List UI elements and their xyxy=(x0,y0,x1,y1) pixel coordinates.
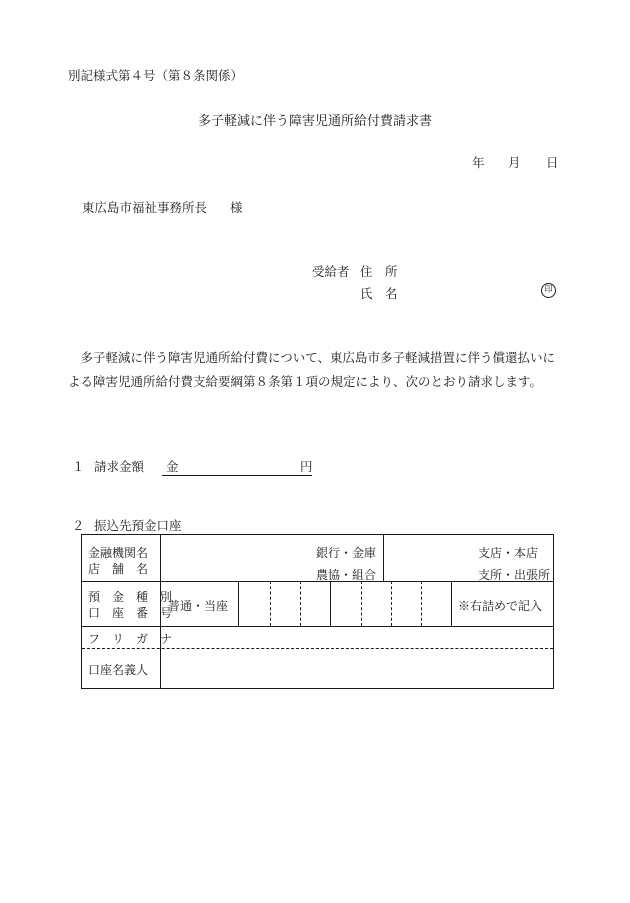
column-divider xyxy=(330,581,331,626)
bank-account-table xyxy=(81,534,554,689)
bank-type-1[interactable]: 銀行・金庫 xyxy=(316,546,377,560)
section2-label: 振込先預金口座 xyxy=(94,518,182,533)
date-month-label: 月 xyxy=(508,155,521,170)
form-label: 別記様式第４号（第８条関係） xyxy=(68,68,244,83)
request-body-text: 多子軽減に伴う障害児通所給付費について、東広島市多子軽減措置に伴う償還払いによる障害児通所給付費支給要綱第８条第１項の規定により、次のとおり請求します。 xyxy=(68,350,556,389)
section1-label: 請求金額 xyxy=(94,459,145,474)
institution-label-2: 店 舗 名 xyxy=(88,562,149,576)
account-label-2: 口 座 番 号 xyxy=(88,606,173,620)
recipient-honorific: 様 xyxy=(230,200,243,215)
column-divider xyxy=(451,581,452,626)
right-align-note: ※右詰めで記入 xyxy=(458,599,543,613)
amount-prefix: 金 xyxy=(166,459,179,474)
column-divider xyxy=(238,581,239,626)
digit-divider xyxy=(421,581,422,626)
amount-input-line[interactable] xyxy=(162,475,312,476)
digit-divider xyxy=(361,581,362,626)
furigana-label: フ リ ガ ナ xyxy=(88,632,173,646)
account-type-selector[interactable]: 普通・当座 xyxy=(168,599,229,613)
section2-number: ２ xyxy=(72,518,85,533)
claimant-label: 受給者 xyxy=(312,264,350,279)
institution-label-1: 金融機関名 xyxy=(88,546,149,560)
account-holder-label: 口座名義人 xyxy=(88,663,149,677)
digit-divider xyxy=(391,581,392,626)
date-year-label: 年 xyxy=(472,155,485,170)
row-divider xyxy=(82,626,553,627)
account-label-1: 預 金 種 別 xyxy=(88,590,173,604)
name-label: 氏 名 xyxy=(360,286,398,301)
row-divider-dashed xyxy=(82,648,553,649)
section1-number: １ xyxy=(72,459,85,474)
date-day-label: 日 xyxy=(546,155,559,170)
recipient-name: 東広島市福祉事務所長 xyxy=(82,200,208,215)
amount-suffix: 円 xyxy=(300,459,313,474)
bank-type-2[interactable]: 農協・組合 xyxy=(316,568,377,582)
seal-mark: 印 xyxy=(541,283,556,298)
digit-divider xyxy=(270,581,271,626)
column-divider xyxy=(383,535,384,581)
branch-type-2[interactable]: 支所・出張所 xyxy=(478,568,551,582)
document-title: 多子軽減に伴う障害児通所給付費請求書 xyxy=(197,114,432,129)
digit-divider xyxy=(300,581,301,626)
branch-type-1[interactable]: 支店・本店 xyxy=(478,546,539,560)
address-label: 住 所 xyxy=(360,264,398,279)
